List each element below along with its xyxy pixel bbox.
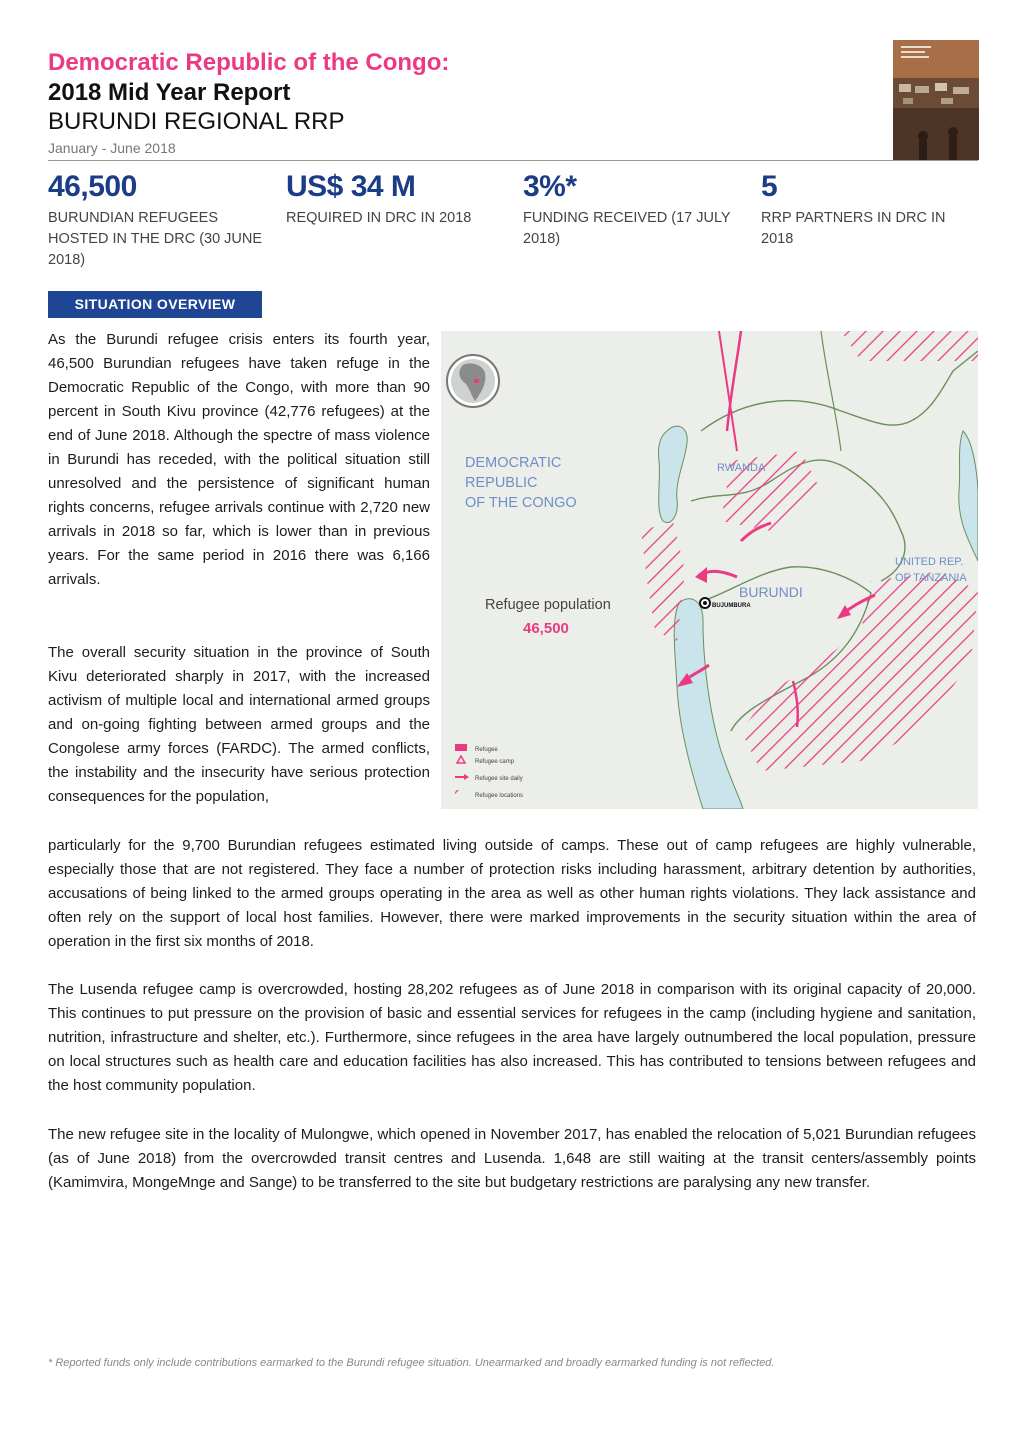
stat-refugees xyxy=(48,170,268,271)
stat-funding xyxy=(523,170,743,250)
paragraph-security-part2: particularly for the 9,700 Burundian refugees estimated living outside of camps. These out of camp refugees are highly vulnerable, especially those that are not registered. They face a number of protection risks including harassment, arbitrary detention by authorities, accusations of being linked to the armed groups operating in the area as well as other human rights violations. They lack assistance and often rely on the support of local host families. However, there were marked improvements in the security situation within the area of operation in the first six months of 2018. xyxy=(48,837,976,950)
date-range: January - June 2018 xyxy=(48,140,176,156)
paragraph-mulongwe-site: The new refugee site in the locality of Mulongwe, which opened in November 2017, has enabled the relocation of 5,021 Burundian refugees (as of June 2018) from the overcrowded transit centres and Lusenda. 1,648 are still waiting at the transit centers/assembly points (Kamimvira, MongeMnge and Sange) to be transferred to the site but budgetary restrictions are paralysing any new transfer. xyxy=(48,1126,976,1191)
map-label-city: BUJUMBURA xyxy=(712,603,751,609)
map-label-drc-1: DEMOCRATIC xyxy=(465,455,562,471)
stat-value: 3%* xyxy=(523,170,577,203)
map-label-rwanda: RWANDA xyxy=(717,462,766,474)
legend-item: Refugee site daily xyxy=(475,776,523,782)
stat-required xyxy=(286,170,506,229)
map-population-label: Refugee population xyxy=(485,597,611,613)
refugee-map xyxy=(441,331,978,809)
stat-label: BURUNDIAN REFUGEES HOSTED IN THE DRC (30 JUNE 2018) xyxy=(48,210,263,268)
stat-label: FUNDING RECEIVED (17 JULY 2018) xyxy=(523,210,731,247)
map-label-tanzania-1: UNITED REP. xyxy=(895,556,964,568)
paragraph-crisis-overview: As the Burundi refugee crisis enters its fourth year, 46,500 Burundian refugees have taken refuge in the Democratic Republic of the Congo, with more than 90 percent in South Kivu province (42,776 refugees) at the end of June 2018. Although the spectre of mass violence in Burundi has receded, with the political situation still unresolved and the persistence of significant human rights concerns, refugee arrivals continue with 2,720 new arrivals in 2018 so far, which is lower than in previous years. For the same period in 2016 there was 6,166 arrivals. xyxy=(48,331,430,588)
paragraph-security-part1: The overall security situation in the province of South Kivu deteriorated sharply in 2017, with the increased activism of multiple local and international armed groups and on-going fighting between armed groups and the Congolese army forces (FARDC). The armed conflicts, the instability and the insecurity have serious protection consequences for the population, xyxy=(48,644,430,805)
legend-item: Refugee xyxy=(475,747,498,753)
title-country: Democratic Republic of the Congo: xyxy=(48,49,450,76)
stat-label: REQUIRED IN DRC IN 2018 xyxy=(286,210,472,226)
stat-partners xyxy=(761,170,981,250)
section-heading: SITUATION OVERVIEW xyxy=(48,291,262,318)
header-divider xyxy=(48,160,978,161)
map-population-value: 46,500 xyxy=(523,620,569,637)
map-label-tanzania-2: OF TANZANIA xyxy=(895,572,967,584)
footnote: * Reported funds only include contributions earmarked to the Burundi refugee situation. Unearmarked and broadly earmarked funding is not reflected. xyxy=(48,1357,775,1369)
stat-label: RRP PARTNERS IN DRC IN 2018 xyxy=(761,210,946,247)
stat-value: US$ 34 M xyxy=(286,170,416,203)
title-report: 2018 Mid Year Report xyxy=(48,79,291,106)
legend-item: Refugee locations xyxy=(475,793,524,799)
stat-value: 5 xyxy=(761,170,778,203)
legend-item: Refugee camp xyxy=(475,759,515,765)
map-label-drc-2: REPUBLIC xyxy=(465,475,538,491)
stat-value: 46,500 xyxy=(48,170,137,203)
title-plan: BURUNDI REGIONAL RRP xyxy=(48,108,345,135)
paragraph-lusenda-camp: The Lusenda refugee camp is overcrowded, hosting 28,202 refugees as of June 2018 in comparison with its original capacity of 20,000. This continues to put pressure on the provision of basic and essential services for refugees in the camp (including hygiene and sanitation, nutrition, infrastructure and shelter, etc.). Furthermore, since refugees in the area have largely outnumbered the local population, pressure on local structures such as health care and education facilities has also increased. This has contributed to tensions between refugees and the host community population. xyxy=(48,981,976,1094)
map-label-burundi: BURUNDI xyxy=(739,584,803,600)
cover-photo-image xyxy=(893,40,979,160)
map-label-drc-3: OF THE CONGO xyxy=(465,495,577,511)
